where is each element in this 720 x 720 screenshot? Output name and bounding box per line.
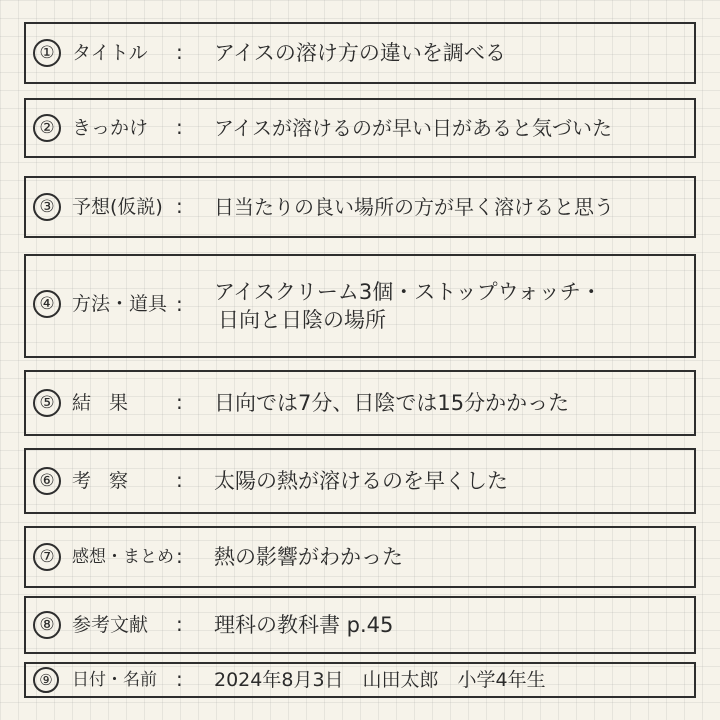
row-label: タイトル bbox=[72, 42, 148, 64]
row-content: アイスの溶け方の違いを調べる bbox=[214, 41, 506, 65]
row-colon: : bbox=[176, 612, 183, 636]
row-label: 予想(仮説) bbox=[72, 196, 163, 218]
circled-number: ⑦ bbox=[33, 543, 61, 571]
circled-number: ② bbox=[33, 114, 61, 142]
row-content: 太陽の熱が溶けるのを早くした bbox=[214, 469, 508, 493]
circled-number: ⑤ bbox=[33, 389, 61, 417]
row-colon: : bbox=[176, 115, 183, 139]
row-colon: : bbox=[176, 544, 183, 568]
row-label: きっかけ bbox=[72, 117, 149, 139]
row-colon: : bbox=[176, 468, 183, 492]
circled-number: ⑧ bbox=[33, 611, 61, 639]
content-line-2: 日向と日陰の場所 bbox=[218, 308, 386, 332]
circled-number: ⑨ bbox=[33, 667, 59, 693]
row-content: 2024年8月3日 山田太郎 小学4年生 bbox=[214, 669, 546, 691]
row-content bbox=[214, 278, 602, 334]
row-content: 熱の影響がわかった bbox=[214, 545, 403, 569]
row-content: 理科の教科書 p.45 bbox=[214, 613, 394, 637]
content-line-1: アイスクリーム3個・ストップウォッチ・ bbox=[214, 280, 602, 304]
row-content: アイスが溶けるのが早い日があると気づいた bbox=[214, 116, 612, 140]
row-content: 日向では7分、日陰では15分かかった bbox=[214, 391, 570, 415]
row-content: 日当たりの良い場所の方が早く溶けると思う bbox=[214, 195, 614, 219]
row-trigger bbox=[24, 98, 696, 158]
worksheet bbox=[24, 22, 696, 698]
row-title bbox=[24, 22, 696, 84]
row-colon: : bbox=[176, 292, 183, 316]
row-colon: : bbox=[176, 390, 183, 414]
row-label: 方法・道具 bbox=[72, 293, 168, 315]
row-label: 感想・まとめ bbox=[72, 547, 174, 567]
row-colon: : bbox=[176, 667, 183, 691]
row-references bbox=[24, 596, 696, 654]
row-colon: : bbox=[176, 40, 183, 64]
row-result bbox=[24, 370, 696, 436]
circled-number: ① bbox=[33, 39, 61, 67]
row-method-tools bbox=[24, 254, 696, 358]
row-label: 考 察 bbox=[72, 470, 135, 492]
row-impressions bbox=[24, 526, 696, 588]
circled-number: ⑥ bbox=[33, 467, 61, 495]
circled-number: ④ bbox=[33, 290, 61, 318]
row-label: 結 果 bbox=[72, 392, 135, 414]
row-label: 日付・名前 bbox=[72, 670, 157, 690]
row-label: 参考文献 bbox=[72, 614, 149, 636]
row-colon: : bbox=[176, 194, 183, 218]
row-date-name bbox=[24, 662, 696, 698]
row-discussion bbox=[24, 448, 696, 514]
row-hypothesis bbox=[24, 176, 696, 238]
circled-number: ③ bbox=[33, 193, 61, 221]
